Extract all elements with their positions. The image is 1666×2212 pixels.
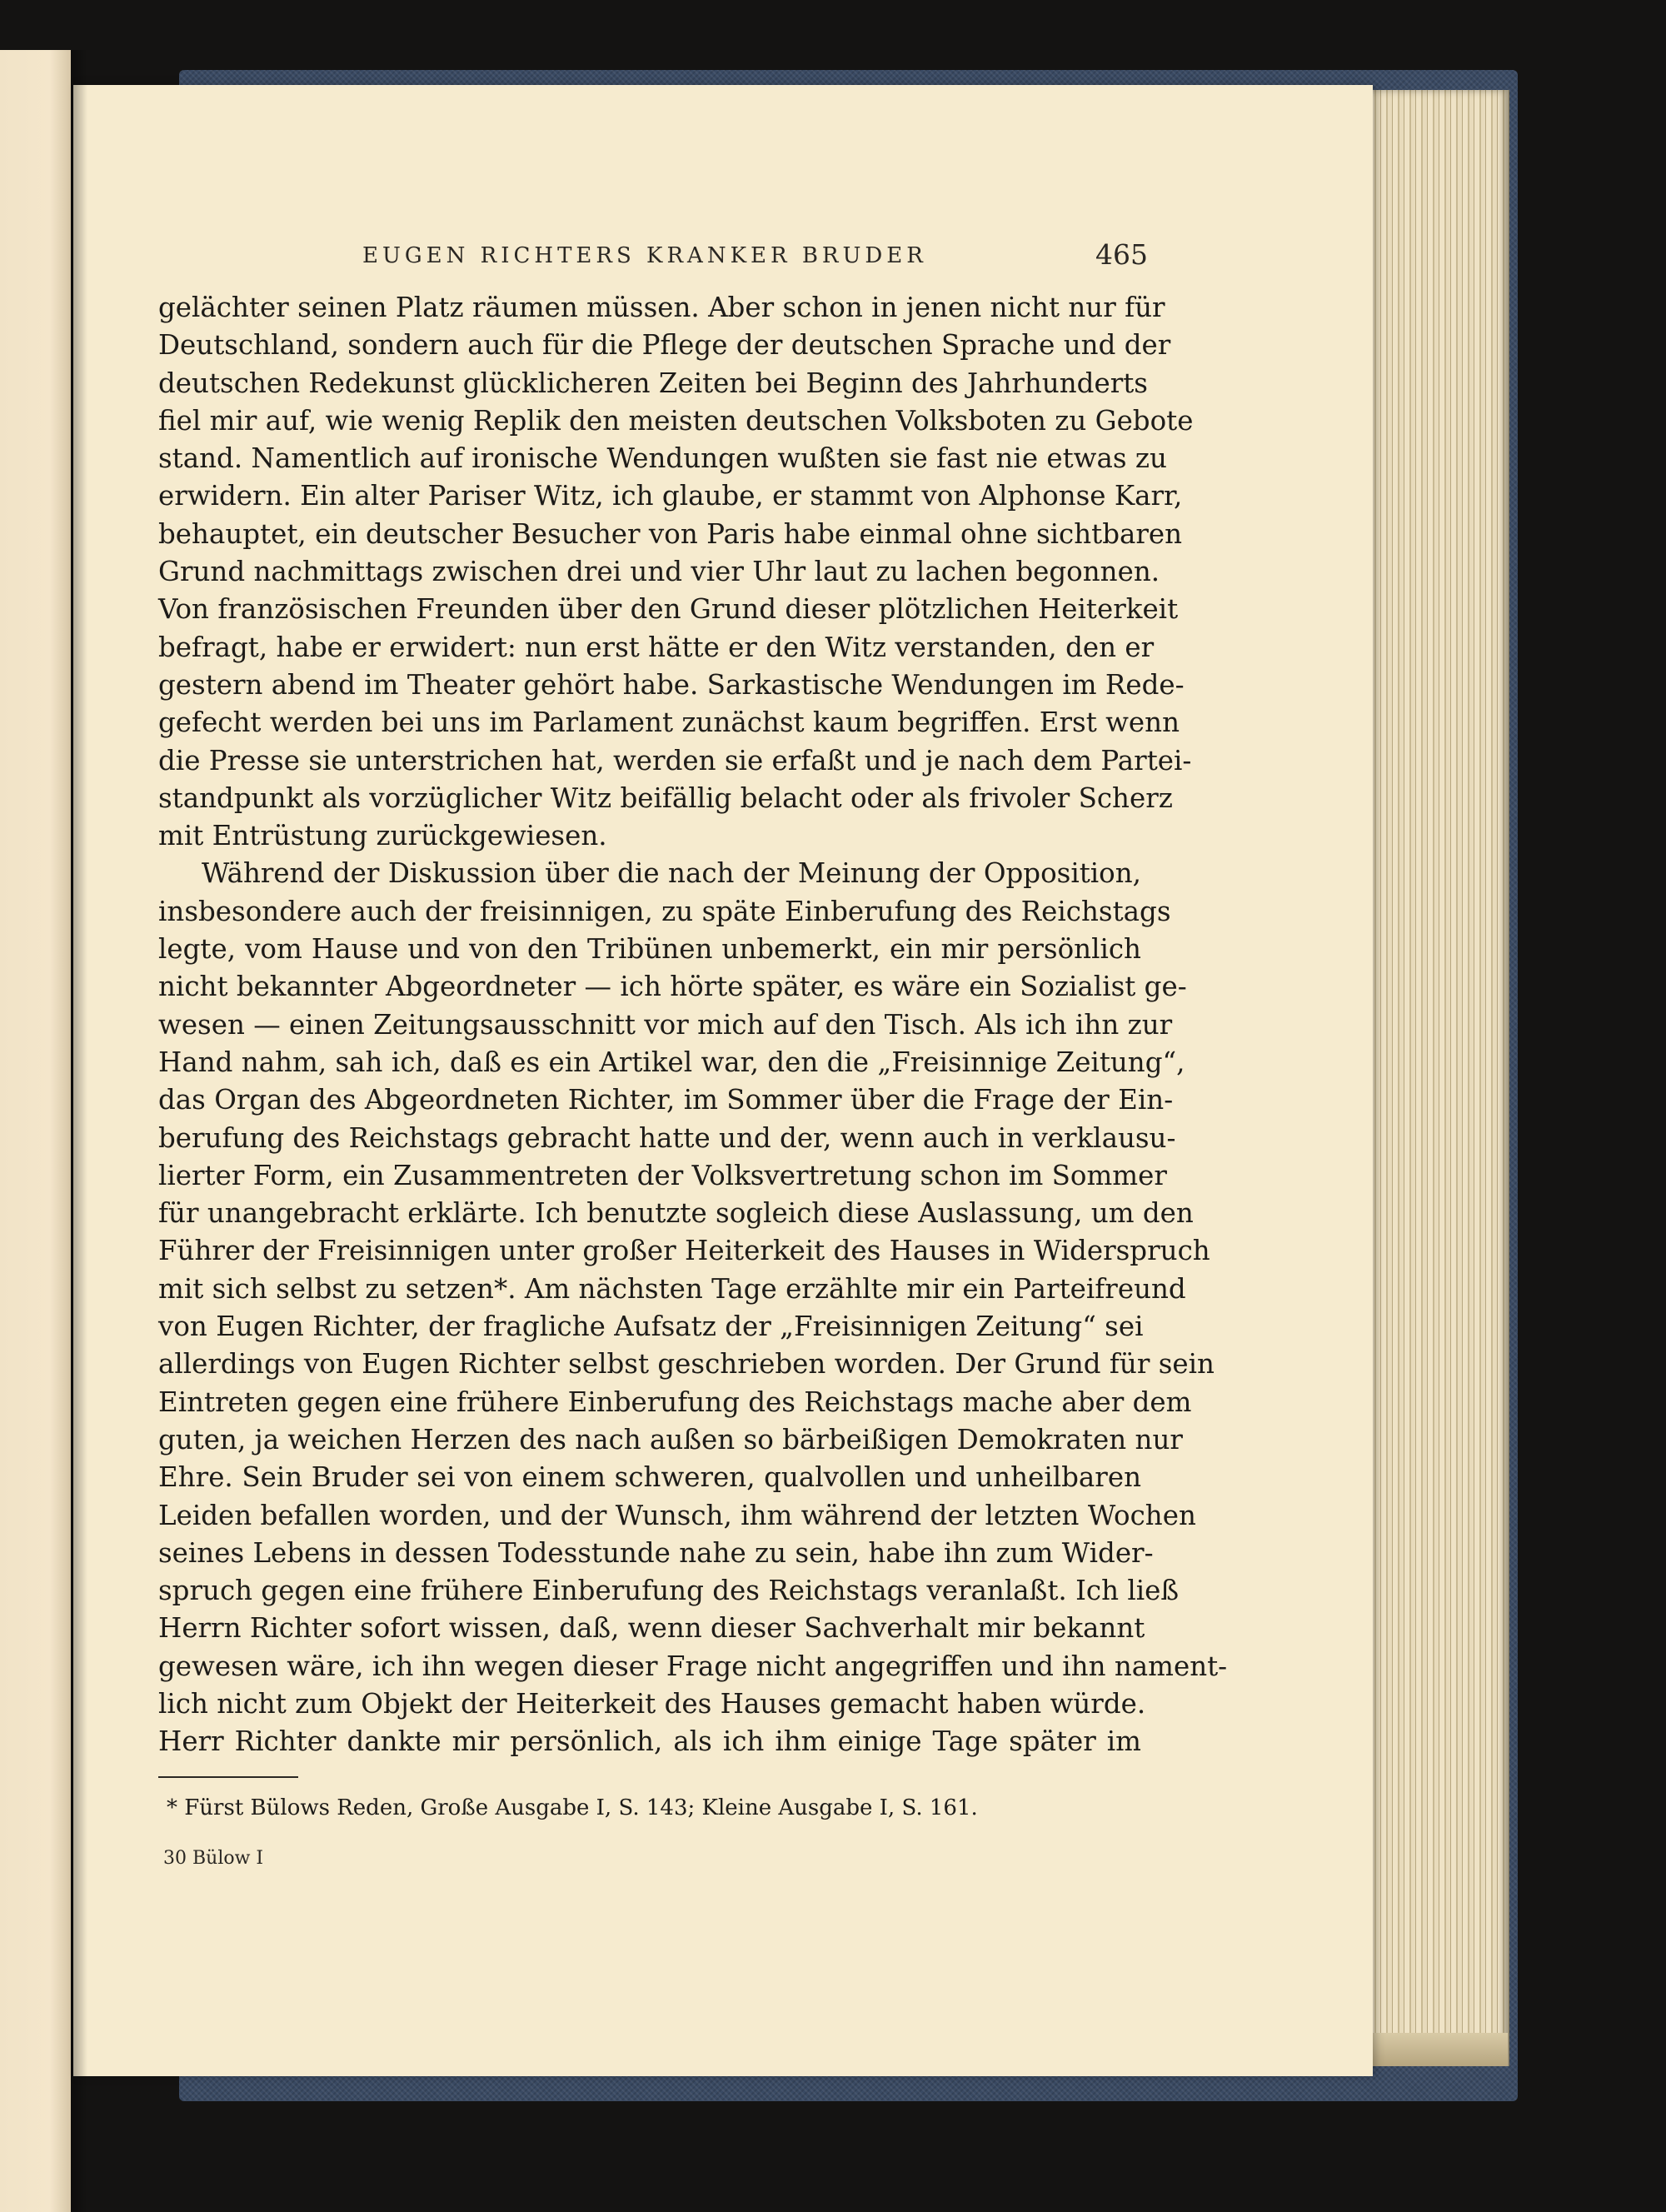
text-line: guten, ja weichen Herzen des nach außen so bärbeißigen Demokraten nur [158,1423,1183,1456]
text-line: gefecht werden bei uns im Parlament zunächst kaum begriffen. Erst wenn [158,707,1180,739]
page-number: 465 [1095,238,1148,271]
text-line: Grund nachmittags zwischen drei und vier Uhr laut zu lachen begonnen. [158,556,1160,588]
text-line: Herr Richter dankte mir persönlich, als ich ihm einige Tage später im [158,1725,1141,1758]
body-text [158,289,1228,1761]
text-line: von Eugen Richter, der fragliche Aufsatz der „Freisinnigen Zeitung“ sei [158,1311,1144,1343]
text-line: Von französischen Freunden über den Grund dieser plötzlichen Heiterkeit [158,593,1179,626]
text-line: das Organ des Abgeordneten Richter, im Sommer über die Frage der Ein- [158,1084,1174,1116]
text-line: Hand nahm, sah ich, daß es ein Artikel war, den die „Freisinnige Zeitung“, [158,1046,1185,1078]
text-line: wesen — einen Zeitungsausschnitt vor mich auf den Tisch. Als ich ihn zur [158,1008,1173,1041]
page-edges [1358,90,1509,2066]
page-edges-bottom [1366,2033,1508,2066]
signature-mark: 30 Bülow I [163,1848,264,1869]
text-line: gestern abend im Theater gehört habe. Sarkastische Wendungen im Rede- [158,668,1185,701]
text-line: Deutschland, sondern auch für die Pflege der deutschen Sprache und der [158,329,1171,362]
text-line: gelächter seinen Platz räumen müssen. Aber schon in jenen nicht nur für [158,292,1165,323]
text-line: stand. Namentlich auf ironische Wendungen wußten sie fast nie etwas zu [158,442,1167,475]
text-line: die Presse sie unterstrichen hat, werden sie erfaßt und je nach dem Partei- [158,744,1192,776]
text-line: lierter Form, ein Zusammentreten der Volksvertretung schon im Sommer [158,1159,1167,1191]
text-line: spruch gegen eine frühere Einberufung des Reichstags veranlaßt. Ich ließ [158,1575,1180,1607]
text-line: Herrn Richter sofort wissen, daß, wenn dieser Sachverhalt mir bekannt [158,1612,1145,1645]
text-line: Leiden befallen worden, und der Wunsch, ihm während der letzten Wochen [158,1499,1196,1531]
text-line: befragt, habe er erwidert: nun erst hätte er den Witz verstanden, den er [158,631,1155,663]
text-line: seines Lebens in dessen Todesstunde nahe zu sein, habe ihn zum Wider- [158,1536,1154,1569]
text-line: legte, vom Hause und von den Tribünen unbemerkt, ein mir persönlich [158,933,1141,966]
text-line: insbesondere auch der freisinnigen, zu späte Einberufung des Reichstags [158,895,1171,927]
footnote-rule [158,1776,298,1778]
footnote: * Fürst Bülows Reden, Große Ausgabe I, S. 143; Kleine Ausgabe I, S. 161. [167,1795,978,1820]
text-line: für unangebracht erklärte. Ich benutzte sogleich diese Auslassung, um den [158,1197,1194,1230]
left-page-edge [0,50,71,2212]
text-line: Während der Diskussion über die nach der Meinung der Opposition, [202,857,1141,890]
running-head: EUGEN RICHTERS KRANKER BRUDER [362,243,927,268]
text-line: gewesen wäre, ich ihn wegen dieser Frage nicht angegriffen und ihn nament- [158,1650,1228,1682]
text-line: fiel mir auf, wie wenig Replik den meisten deutschen Volksboten zu Gebote [158,404,1194,437]
text-line: behauptet, ein deutscher Besucher von Paris habe einmal ohne sichtbaren [158,517,1183,550]
text-line: erwidern. Ein alter Pariser Witz, ich glaube, er stammt von Alphonse Karr, [158,480,1183,512]
text-line: Eintreten gegen eine frühere Einberufung des Reichstags mache aber dem [158,1386,1192,1418]
text-line: mit sich selbst zu setzen*. Am nächsten Tage erzählte mir ein Parteifreund [158,1272,1186,1305]
text-line: lich nicht zum Objekt der Heiterkeit des Hauses gemacht haben würde. [158,1687,1146,1720]
text-line: Führer der Freisinnigen unter großer Heiterkeit des Hauses in Widerspruch [158,1235,1210,1267]
text-line: standpunkt als vorzüglicher Witz beifällig belacht oder als frivoler Scherz [158,781,1173,814]
text-line: allerdings von Eugen Richter selbst geschrieben worden. Der Grund für sein [158,1348,1215,1381]
text-line: Ehre. Sein Bruder sei von einem schweren, qualvollen und unheilbaren [158,1461,1141,1494]
text-line: mit Entrüstung zurückgewiesen. [158,820,607,852]
text-line: deutschen Redekunst glücklicheren Zeiten bei Beginn des Jahrhunderts [158,367,1148,399]
text-line: berufung des Reichstags gebracht hatte und der, wenn auch in verklausu- [158,1121,1176,1154]
text-line: nicht bekannter Abgeordneter — ich hörte später, es wäre ein Sozialist ge- [158,971,1187,1003]
gutter-shadow [71,50,87,2212]
